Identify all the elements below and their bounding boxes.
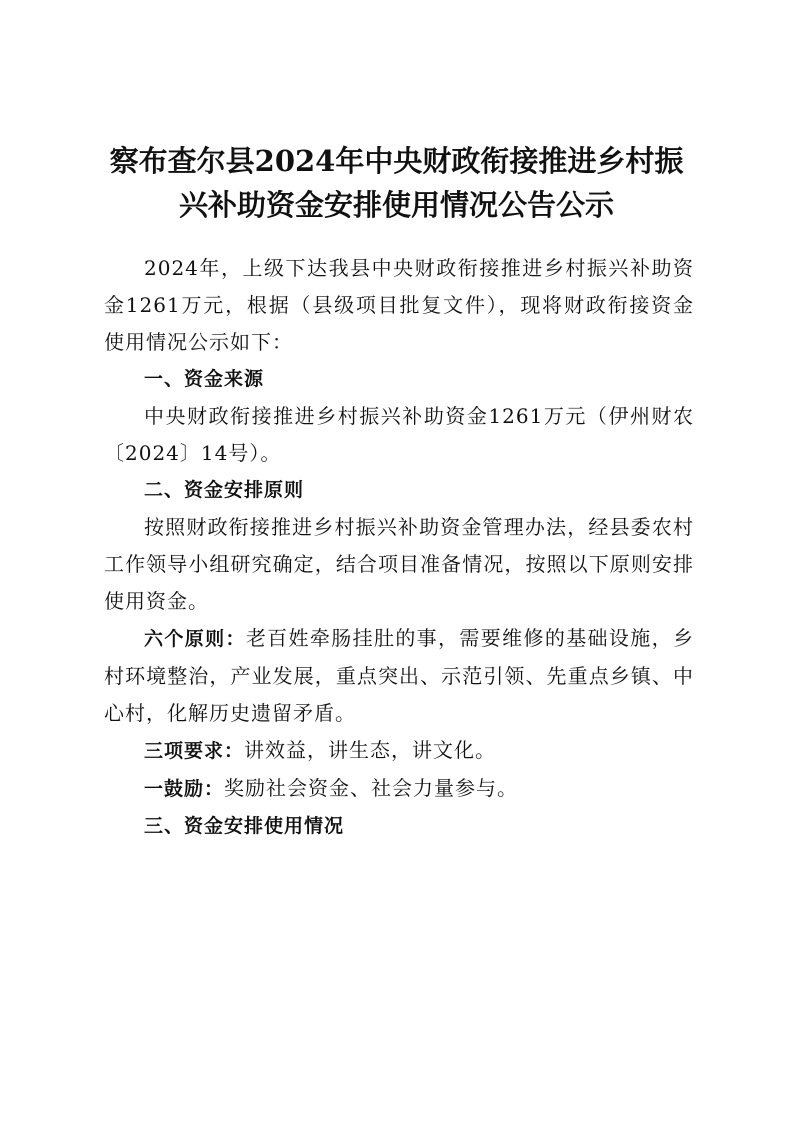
principles-paragraph bbox=[104, 620, 694, 732]
section-2-text: 按照财政衔接推进乡村振兴补助资金管理办法，经县委农村工作领导小组研究确定，结合项目准备情况，按照以下原则安排使用资金。 bbox=[104, 515, 694, 613]
document-body bbox=[104, 250, 694, 845]
section-2-heading: 二、资金安排原则 bbox=[144, 479, 305, 501]
title-line-1: 察布查尔县2024年中央财政衔接推进乡村振 bbox=[109, 144, 684, 178]
section-1-heading: 一、资金来源 bbox=[144, 368, 265, 390]
encourage-text: 奖励社会资金、社会力量参与。 bbox=[224, 776, 519, 800]
principles-text: 老百姓牵肠挂肚的事，需要维修的基础设施，乡村环境整治，产业发展，重点突出、示范引领、先重点乡镇、中心村，化解历史遗留矛盾。 bbox=[104, 626, 694, 725]
principles-label: 六个原则： bbox=[144, 628, 246, 650]
section-3-heading: 三、资金安排使用情况 bbox=[144, 815, 345, 837]
encourage-paragraph bbox=[104, 770, 694, 808]
title-line-2: 兴补助资金安排使用情况公告公示 bbox=[178, 188, 614, 222]
encourage-label: 一鼓励： bbox=[144, 778, 225, 800]
intro-paragraph: 2024年，上级下达我县中央财政衔接推进乡村振兴补助资金1261万元，根据（县级项目批复文件），现将财政衔接资金使用情况公示如下： bbox=[104, 256, 694, 354]
document-title bbox=[90, 139, 703, 227]
section-1-text: 中央财政衔接推进乡村振兴补助资金1261万元（伊州财农〔2024〕14号）。 bbox=[104, 404, 694, 465]
requirements-text: 讲效益，讲生态，讲文化。 bbox=[244, 738, 497, 762]
requirements-paragraph bbox=[104, 732, 694, 770]
requirements-label: 三项要求： bbox=[144, 740, 245, 762]
